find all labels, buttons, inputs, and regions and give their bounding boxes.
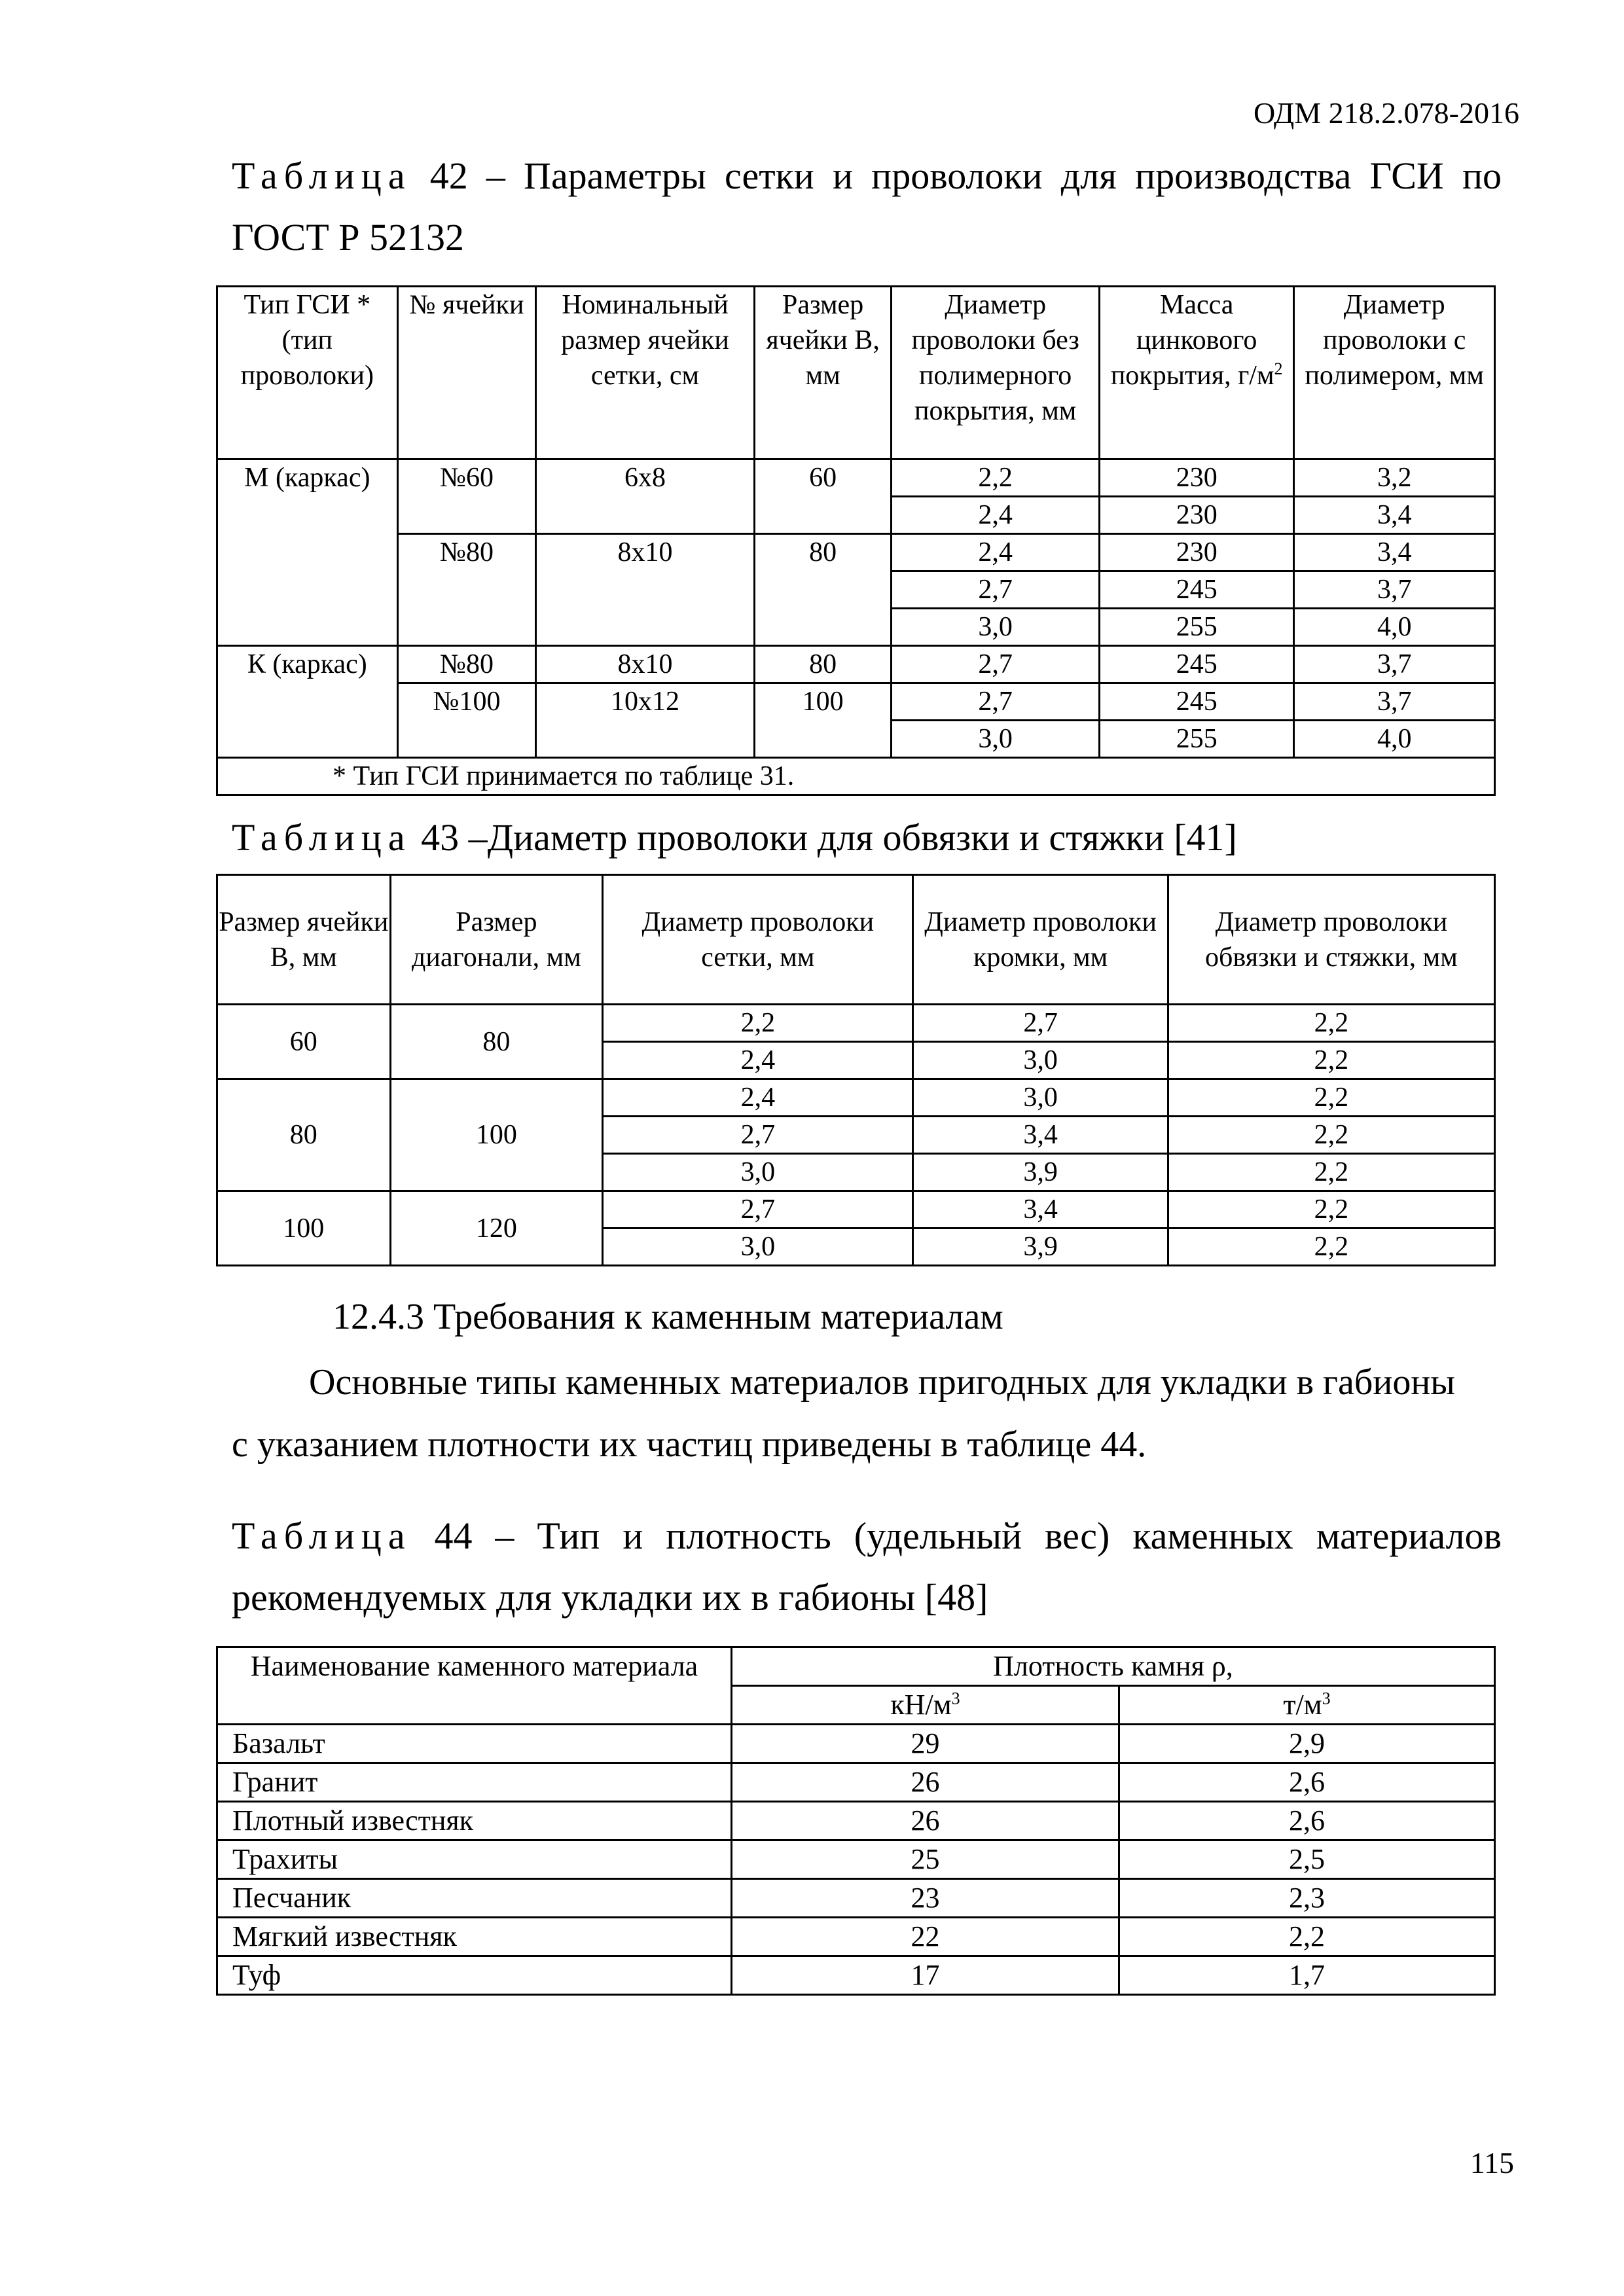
table-42 xyxy=(216,285,1496,796)
table-44-caption xyxy=(232,1505,1502,1628)
caption-lead: Таблица xyxy=(232,1515,412,1557)
t42-type-m: М (каркас) xyxy=(217,459,398,646)
t42-header-nominal: Номинальный размер ячейки сетки, см xyxy=(536,287,755,459)
t43-header-cell-size: Размер ячейки В, мм xyxy=(217,875,391,1005)
table-42-caption xyxy=(232,145,1502,268)
table-row: 60 80 2,2 2,7 2,2 xyxy=(217,1005,1495,1042)
t43-header-edge-wire: Диаметр проволоки кромки, мм xyxy=(913,875,1168,1005)
table-row: 3,0 3,9 2,2 xyxy=(217,1154,1495,1191)
t43-header-mesh-wire: Диаметр проволоки сетки, мм xyxy=(603,875,913,1005)
table-row: 2,7 245 3,7 xyxy=(217,571,1495,609)
caption-lead: Таблица xyxy=(232,816,412,859)
table-row: Мягкий известняк 22 2,2 xyxy=(217,1918,1495,1956)
table-row: 3,0 255 4,0 xyxy=(217,609,1495,646)
t42-header-cell: № ячейки xyxy=(397,287,536,459)
paragraph-line-2: с указанием плотности их частиц приведены в таблице 44. xyxy=(232,1424,1147,1465)
table-43-caption xyxy=(232,807,1502,869)
section-heading: 12.4.3 Требования к каменным материалам xyxy=(333,1297,1003,1337)
t42-header-diameter-polymer: Диаметр проволоки с полимером, мм xyxy=(1294,287,1495,459)
table-row: Песчаник 23 2,3 xyxy=(217,1879,1495,1918)
table-row: Базальт 29 2,9 xyxy=(217,1725,1495,1763)
table-44 xyxy=(216,1646,1496,1996)
t44-header-kn: $кН/м^3$ xyxy=(731,1686,1119,1725)
document-code: ОДМ 218.2.078-2016 xyxy=(1253,96,1519,130)
t42-header-size: Размер ячейки B, мм xyxy=(754,287,892,459)
caption-text: 43 –Диаметр проволоки для обвязки и стяжки [41] xyxy=(421,816,1237,859)
paragraph-line-1: Основные типы каменных материалов пригодных для укладки в габионы xyxy=(309,1362,1455,1403)
table-row: 80 100 2,4 3,0 2,2 xyxy=(217,1079,1495,1117)
table-row: 2,7 3,4 2,2 xyxy=(217,1117,1495,1154)
t44-header-name: Наименование каменного материала xyxy=(217,1647,732,1725)
table-row: 2,4 230 3,4 xyxy=(217,497,1495,534)
t43-header-diagonal: Размер диагонали, мм xyxy=(390,875,603,1005)
table-row: №100 10х12 100 2,7 245 3,7 xyxy=(217,683,1495,721)
t44-header-density: Плотность камня ρ, xyxy=(731,1647,1494,1686)
page-number: 115 xyxy=(1470,2146,1514,2179)
caption-text: 44 – Тип и плотность (удельный вес) каменных материалов рекомендуемых для укладки их в габионы [48] xyxy=(232,1515,1502,1619)
t42-header-mass: Масса цинкового покрытия, $г/м^2$ xyxy=(1099,287,1293,459)
caption-text: 42 – Параметры сетки и проволоки для производства ГСИ по ГОСТ Р 52132 xyxy=(232,154,1502,259)
table-row: №80 8х10 80 2,4 230 3,4 xyxy=(217,534,1495,571)
table-row: Трахиты 25 2,5 xyxy=(217,1840,1495,1879)
t42-type-k: К (каркас) xyxy=(217,646,398,758)
table-row: 100 120 2,7 3,4 2,2 xyxy=(217,1191,1495,1229)
table-row: Плотный известняк 26 2,6 xyxy=(217,1802,1495,1840)
t44-header-t: $т/м^3$ xyxy=(1119,1686,1494,1725)
table-row: М (каркас) №60 6х8 60 2,2 230 3,2 xyxy=(217,459,1495,497)
table-row: 2,4 3,0 2,2 xyxy=(217,1042,1495,1079)
table-row: Гранит 26 2,6 xyxy=(217,1763,1495,1802)
table-row: 3,0 3,9 2,2 xyxy=(217,1229,1495,1266)
table-row: Туф 17 1,7 xyxy=(217,1956,1495,1995)
table-row: 3,0 255 4,0 xyxy=(217,721,1495,758)
caption-lead: Таблица xyxy=(232,154,412,197)
t43-header-tie-wire: Диаметр проволоки обвязки и стяжки, мм xyxy=(1168,875,1494,1005)
table-43 xyxy=(216,874,1496,1266)
t42-footnote: * Тип ГСИ принимается по таблице 31. xyxy=(217,758,1495,795)
table-row: К (каркас) №80 8х10 80 2,7 245 3,7 xyxy=(217,646,1495,683)
t42-header-type: Тип ГСИ * (тип проволоки) xyxy=(217,287,398,459)
t42-header-diameter: Диаметр проволоки без полимерного покрытия, мм xyxy=(892,287,1100,459)
